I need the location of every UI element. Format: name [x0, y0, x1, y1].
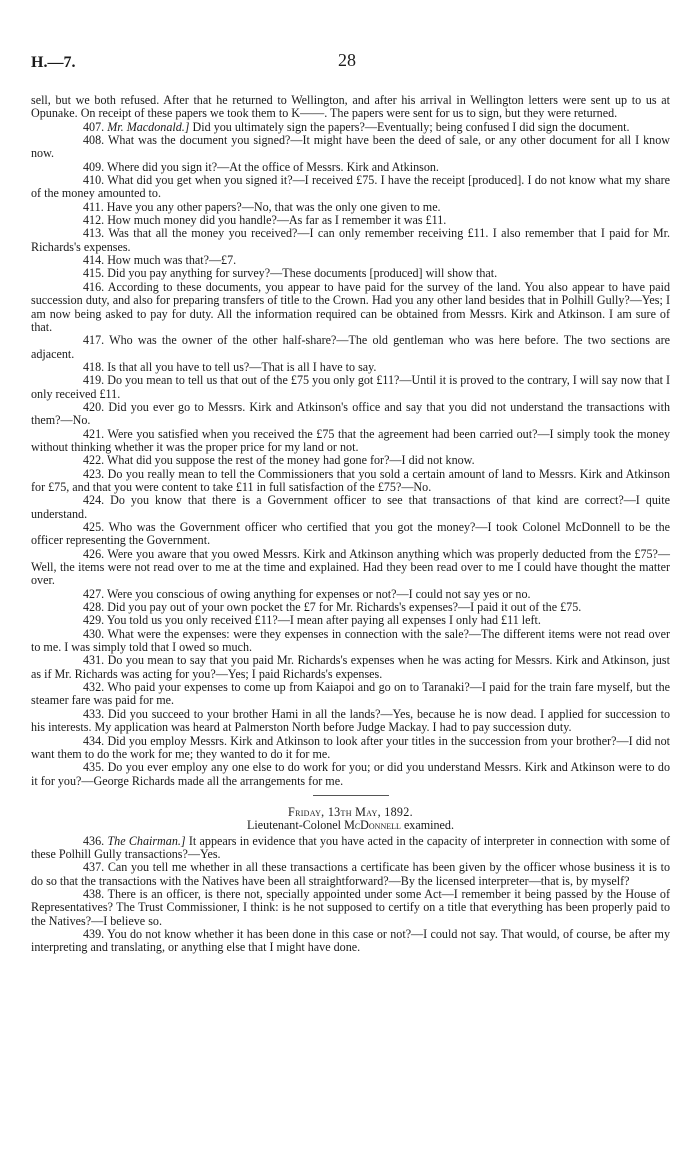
question-number: 421. — [83, 426, 105, 441]
question-number: 422. — [83, 453, 105, 468]
question-number: 439. — [83, 926, 105, 941]
testimony-paragraph — [31, 761, 670, 788]
paragraph-text: According to these documents, you appear to have paid for the survey of the land. You also appear to have paid succession duty, and also for preparing transfers of title to the Crown. Had you any other land besides that in Polhill Gully?—Yes; I am now being asked to pay for duty. All the information required can be obtained from Messrs. Kirk and Atkinson. I am sure of that. — [31, 279, 671, 334]
testimony-paragraph — [31, 227, 670, 254]
document-reference: H.—7. — [31, 54, 76, 71]
testimony-paragraph — [31, 267, 670, 280]
question-number: 426. — [83, 546, 105, 561]
witness-suffix: examined. — [403, 818, 454, 833]
question-number: 431. — [83, 653, 105, 668]
paragraph-text: Do you mean to say that you paid Mr. Richards's expenses when he was acting for Messrs. Kirk and Atkinson, just as if Mr. Richards was acting for you?—Yes; I paid Richards's expenses. — [31, 653, 670, 681]
question-number: 424. — [83, 493, 105, 508]
session-divider — [31, 788, 670, 802]
paragraph-text: Do you ever employ any one else to do work for you; or did you understand Messrs. Kirk and Atkinson were to do it for you?—George Richards made all the arrangements for me. — [31, 760, 670, 788]
witness-rank: Lieutenant-Colonel — [247, 818, 342, 833]
paragraph-text: Is that all you have to tell us?—That is all I have to say. — [107, 359, 377, 374]
testimony-paragraph — [31, 861, 670, 888]
question-number: 438. — [83, 886, 105, 901]
testimony-paragraph — [31, 521, 670, 548]
question-number: 407. — [83, 119, 105, 134]
testimony-paragraph — [31, 654, 670, 681]
paragraph-text: How much was that?—£7. — [107, 253, 237, 268]
question-number: 436. — [83, 833, 105, 848]
question-number: 414. — [83, 253, 105, 268]
testimony-section-1 — [31, 94, 670, 788]
question-number: 428. — [83, 600, 105, 615]
question-number: 418. — [83, 359, 105, 374]
testimony-paragraph — [31, 361, 670, 374]
paragraph-text: How much money did you handle?—As far as I remember it was £11. — [107, 213, 447, 228]
question-number: 410. — [83, 173, 105, 188]
paragraph-text: Who paid your expenses to come up from Kaiapoi and go on to Taranaki?—I paid for the train fare myself, but the steamer fare was paid for me. — [31, 680, 670, 708]
question-number: 433. — [83, 706, 105, 721]
testimony-section-2 — [31, 835, 670, 955]
paragraph-text: It appears in evidence that you have acted in the capacity of interpreter in connection with some of these Polhill Gully transactions?—Yes. — [31, 833, 670, 861]
paragraph-text: You told us you only received £11?—I mean after paying all expenses I only had £11 left. — [106, 613, 541, 628]
paragraph-text: What was the document you signed?—It might have been the deed of sale, or any other document for all I know now. — [31, 133, 670, 161]
paragraph-text: Were you satisfied when you received the £75 that the agreement had been carried out?—I simply took the money without thinking whether it was the proper price for my land or not. — [31, 426, 671, 454]
speaker-label: The Chairman.] — [107, 833, 186, 848]
paragraph-text: Who was the Government officer who certified that you got the money?—I took Colonel McDonnell to be the officer representing the Government. — [31, 520, 670, 548]
testimony-paragraph — [31, 94, 670, 121]
testimony-paragraph — [31, 588, 670, 601]
question-number: 434. — [83, 733, 105, 748]
paragraph-text: sell, but we both refused. After that he returned to Wellington, and after his arrival in Wellington letters were sent up to us at Opunake. On receipt of these papers we took them to K——. The papers were sent for us to sign, but they were returned. — [31, 93, 670, 121]
question-number: 435. — [83, 760, 105, 775]
question-number: 416. — [83, 279, 105, 294]
paragraph-text: What did you suppose the rest of the money had gone for?—I did not know. — [106, 453, 475, 468]
testimony-paragraph — [31, 174, 670, 201]
question-number: 419. — [83, 373, 105, 388]
paragraph-text: Did you pay out of your own pocket the £7 for Mr. Richards's expenses?—I paid it out of the £75. — [107, 600, 582, 615]
paragraph-text: Have you any other papers?—No, that was the only one given to me. — [106, 199, 441, 214]
testimony-paragraph — [31, 708, 670, 735]
paragraph-text: Where did you sign it?—At the office of Messrs. Kirk and Atkinson. — [106, 159, 439, 174]
paragraph-text: What were the expenses: were they expenses in connection with the sale?—The different items were not read over to me. I was simply told that I owed so much. — [31, 626, 670, 655]
testimony-paragraph — [31, 835, 670, 862]
page-number: 28 — [338, 50, 356, 70]
paragraph-text: Were you conscious of owing anything for expenses or not?—I could not say yes or no. — [106, 586, 531, 601]
question-number: 415. — [83, 266, 105, 281]
testimony-paragraph — [31, 681, 670, 708]
question-number: 432. — [83, 680, 105, 695]
paragraph-text: Did you employ Messrs. Kirk and Atkinson to look after your titles in the succession from your brother?—I did not want them to do the work for me; they wanted to do it for me. — [31, 733, 671, 761]
paragraph-text: Who was the owner of the other half-share?—The old gentleman who was here before. The two sections are adjacent. — [31, 333, 670, 361]
question-number: 427. — [83, 586, 105, 601]
testimony-paragraph — [31, 134, 670, 161]
question-number: 437. — [83, 860, 105, 875]
paragraph-text: Can you tell me whether in all these transactions a certificate has been given by the officer whose business it is to do so that the transactions with the Natives have been all straightforward?—By the licensed interpreter—that is, by myself? — [31, 860, 670, 888]
paragraph-text: Did you pay anything for survey?—These documents [produced] will show that. — [107, 266, 498, 281]
paragraph-text: You do not know whether it has been done in this case or not?—I could not say. That would, of course, be after my interpreting and translating, or anything else that I might have done. — [31, 926, 671, 955]
testimony-paragraph — [31, 548, 670, 588]
question-number: 412. — [83, 213, 105, 228]
testimony-paragraph — [31, 601, 670, 614]
paragraph-text: Do you really mean to tell the Commissioners that you sold a certain amount of land to Messrs. Kirk and Atkinson for £75, and that you were content to take £11 in full satisfaction of the £75?—No. — [31, 466, 670, 494]
testimony-paragraph — [31, 468, 670, 495]
question-number: 408. — [83, 133, 105, 148]
paragraph-text: Did you ultimately sign the papers?—Eventually; being confused I did sign the document. — [192, 119, 630, 134]
witness-name: McDonnell — [344, 818, 401, 833]
question-number: 417. — [83, 333, 105, 348]
paragraph-text: There is an officer, is there not, specially appointed under some Act—I remember it being passed by the House of Representatives? The Trust Commissioner, I think: is he not supposed to certify on a title that everything has been properly paid to the Natives?—I believe so. — [31, 886, 671, 928]
testimony-paragraph — [31, 454, 670, 467]
question-number: 429. — [83, 613, 105, 628]
session-date: Friday, 13th May, 1892. — [288, 804, 413, 819]
testimony-paragraph — [31, 928, 670, 955]
paragraph-text: Do you mean to tell us that out of the £75 you only got £11?—Until it is proved to the contrary, I will say now that I only received £11. — [31, 373, 671, 401]
question-number: 411. — [83, 199, 104, 214]
question-number: 420. — [83, 399, 105, 414]
paragraph-text: What did you get when you signed it?—I received £75. I have the receipt [produced]. I do not know what my share of the money amounted to. — [31, 173, 670, 201]
testimony-paragraph — [31, 214, 670, 227]
question-number: 425. — [83, 520, 105, 534]
divider-rule — [313, 795, 389, 796]
paragraph-text: Was that all the money you received?—I can only remember receiving £11. I also remember that I paid for Mr. Richards's expenses. — [31, 226, 671, 254]
question-number: 430. — [83, 626, 105, 641]
question-number: 413. — [83, 226, 105, 241]
testimony-paragraph — [31, 281, 670, 334]
testimony-paragraph — [31, 121, 670, 134]
question-number: 409. — [83, 159, 105, 174]
testimony-paragraph — [31, 201, 670, 214]
paragraph-text: Did you ever go to Messrs. Kirk and Atkinson's office and say that you did not understand the transactions with them?—No. — [31, 399, 670, 428]
witness-heading — [31, 819, 670, 832]
paragraph-text: Do you know that there is a Government officer to see that transactions of that kind are correct?—I quite understand. — [31, 493, 670, 521]
testimony-paragraph — [31, 614, 670, 627]
testimony-paragraph — [31, 428, 670, 455]
testimony-paragraph — [31, 161, 670, 174]
testimony-paragraph — [31, 334, 670, 361]
testimony-paragraph — [31, 735, 670, 762]
question-number: 423. — [83, 466, 105, 481]
speaker-label: Mr. Macdonald.] — [107, 119, 190, 134]
paragraph-text: Did you succeed to your brother Hami in all the lands?—Yes, because he is now dead. I applied for succession to his interests. My application was heard at Palmerston North before Judge Mackay. I had to pay succession duty. — [31, 706, 670, 735]
testimony-paragraph — [31, 254, 670, 267]
testimony-paragraph — [31, 494, 670, 521]
testimony-paragraph — [31, 628, 670, 655]
testimony-paragraph — [31, 401, 670, 428]
testimony-paragraph — [31, 374, 670, 401]
testimony-paragraph — [31, 888, 670, 928]
page-header — [31, 50, 671, 80]
document-body — [31, 94, 670, 955]
paragraph-text: Were you aware that you owed Messrs. Kirk and Atkinson anything which was properly deducted from the £75?—Well, the items were not read over to me at the time and explained. Had they been read over to me I could have thought the matter over. — [31, 546, 670, 588]
